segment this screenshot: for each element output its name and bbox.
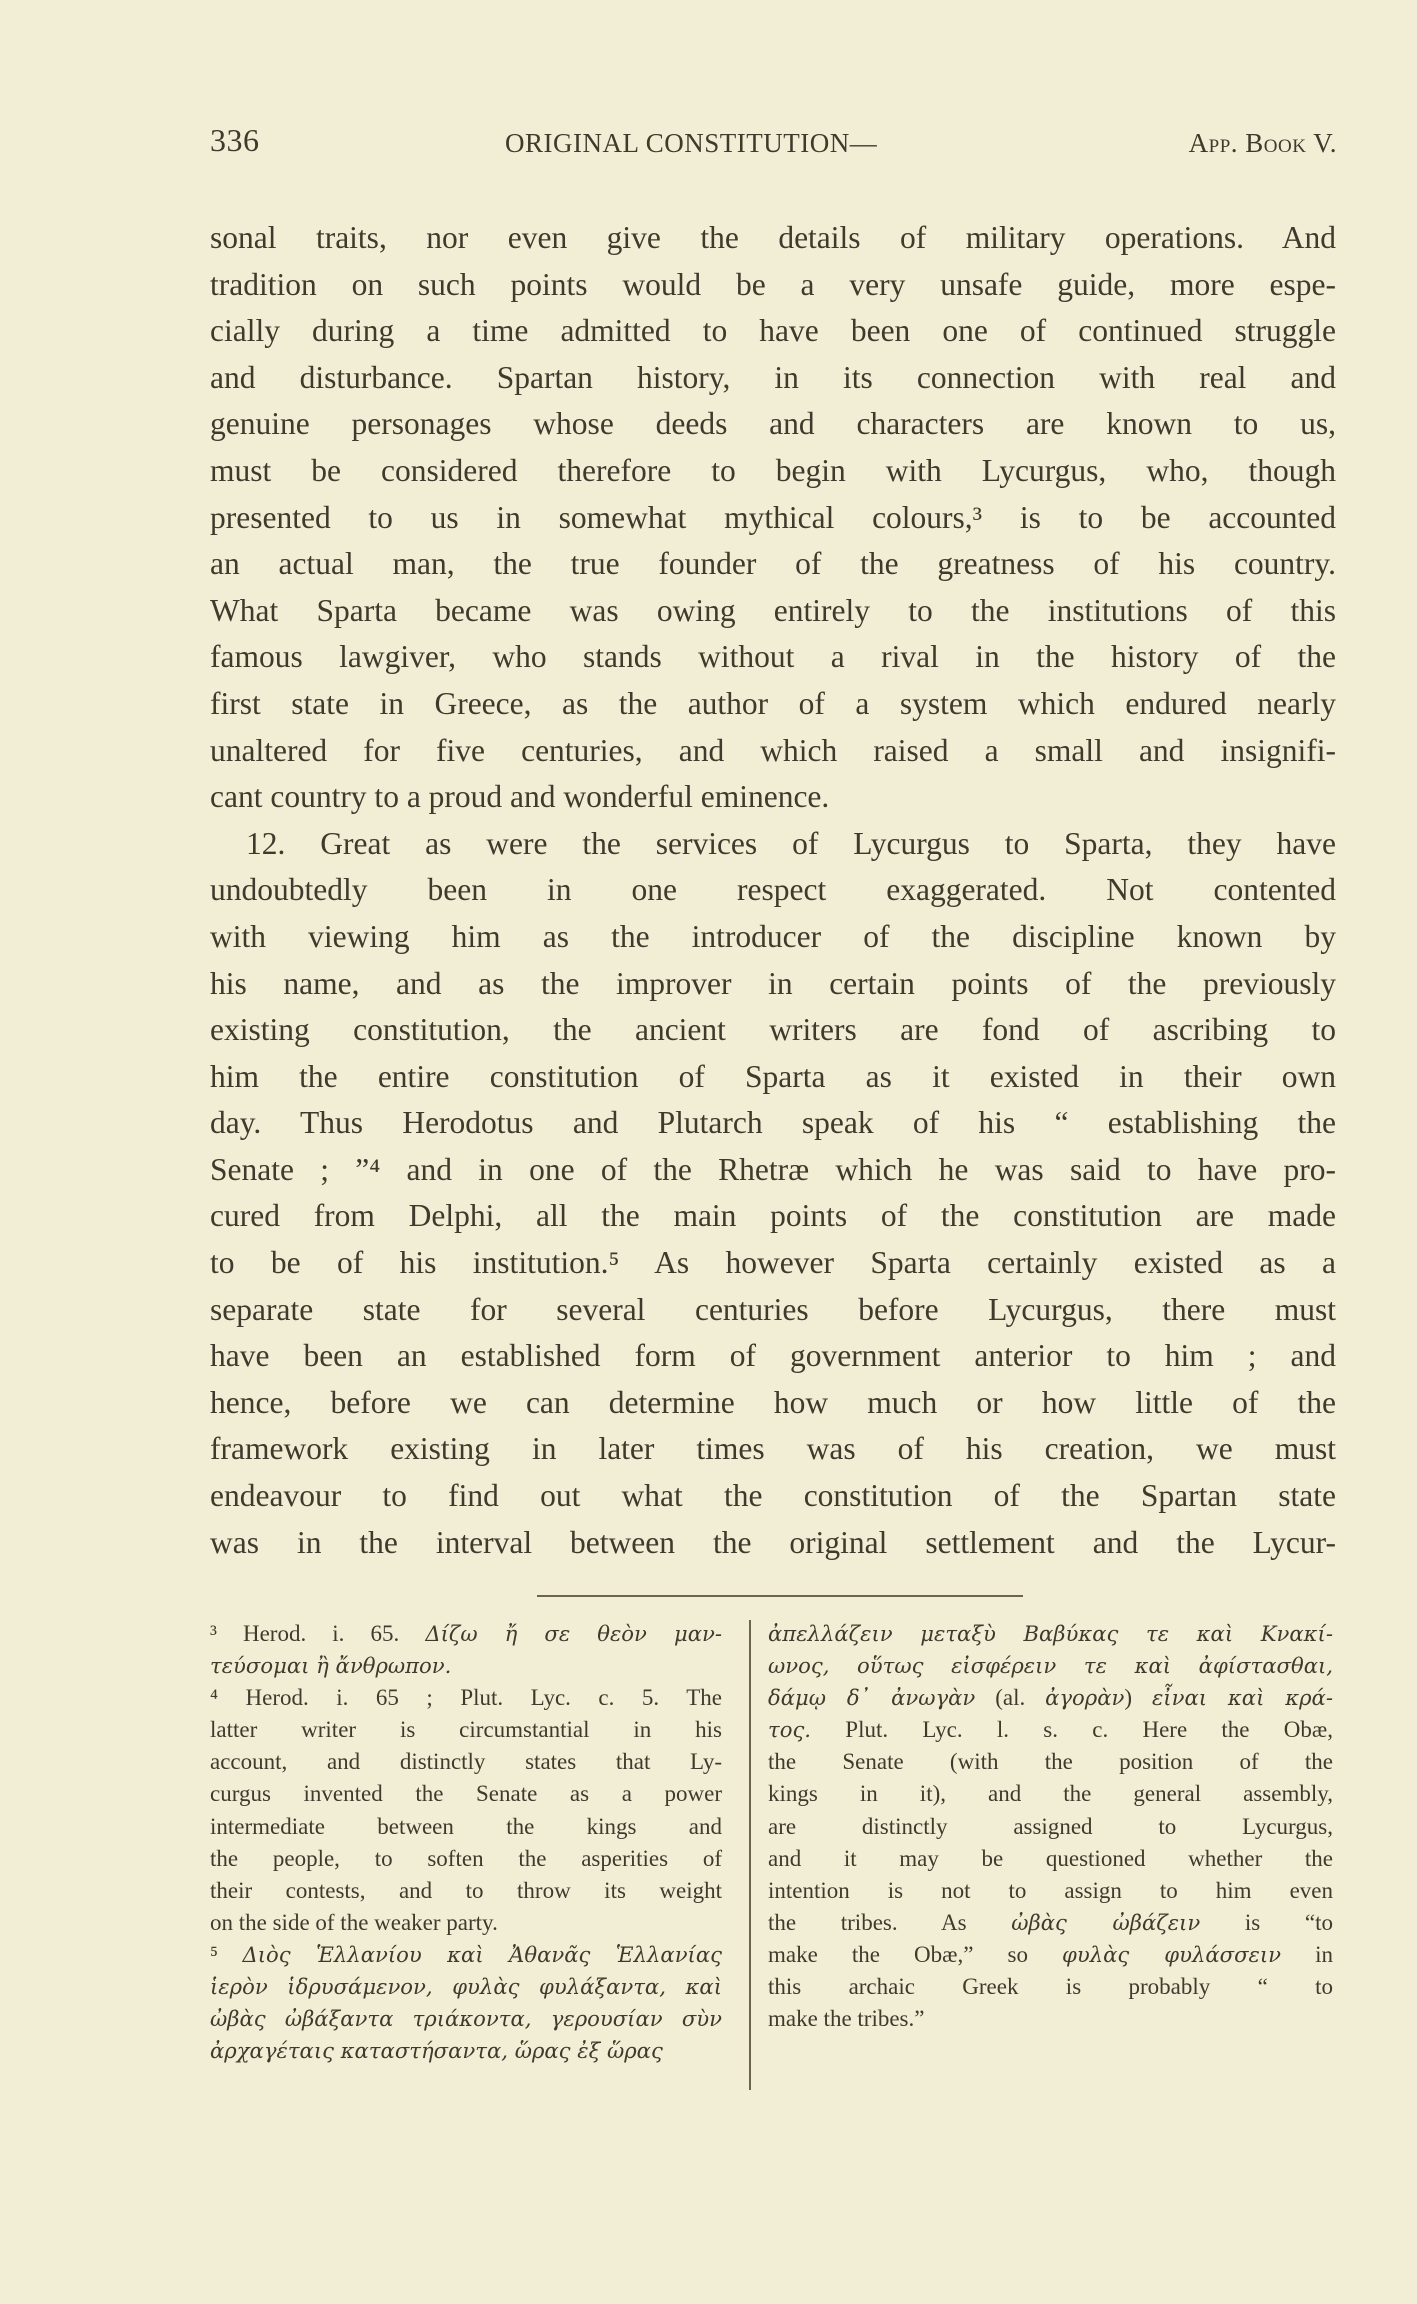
footnote-line [768,1682,1333,1714]
footnotes-right-column [768,1618,1333,2035]
footnote-line: the Senate (with the position of the [768,1749,1333,1775]
text-line: cant country to a proud and wonderful eminence. [210,779,830,815]
footnote-line: intention is not to assign to him even [768,1877,1333,1903]
greek-quotation: τεύσομαι ἢ ἄνθρωπον. [210,1653,452,1679]
text-line: unaltered for five centuries, and which raised a small and insignifi- [210,732,1336,768]
footnote-line: this archaic Greek is probably “ to [768,1974,1333,2000]
page-number: 336 [210,122,260,158]
text-line: cially during a time admitted to have been one of continued struggle [210,313,1336,349]
text-line: with viewing him as the introducer of the discipline known by [210,918,1336,954]
footnote-divider [537,1595,1023,1597]
text-line: genuine personages whose deeds and characters are known to us, [210,406,1336,442]
text-line: What Sparta became was owing entirely to the institutions of this [210,592,1336,628]
text-line: an actual man, the true founder of the greatness of his country. [210,546,1336,582]
text-line: hence, before we can determine how much or how little of the [210,1384,1336,1420]
footnote-line: ⁴ Herod. i. 65 ; Plut. Lyc. c. 5. The [210,1685,722,1711]
footnote-line: on the side of the weaker party. [210,1909,498,1935]
greek-quotation: ἀγορὰν [1045,1685,1125,1711]
footnote-line: and it may be questioned whether the [768,1845,1333,1871]
footnote-line [768,1907,1333,1939]
text-line: first state in Greece, as the author of a system which endured nearly [210,685,1336,721]
footnote-line: the people, to soften the asperities of [210,1845,722,1871]
running-title: ORIGINAL CONSTITUTION— [505,128,878,158]
text-line: framework existing in later times was of his creation, we must [210,1431,1336,1467]
greek-quotation: φυλὰς φυλάσσειν [1062,1941,1282,1967]
text-line: have been an established form of government anterior to him ; and [210,1338,1336,1374]
footnote-line: make the tribes.” [768,2006,925,2032]
text-line: tradition on such points would be a very unsafe guide, more espe- [210,266,1336,302]
text-line: existing constitution, the ancient writers are fond of ascribing to [210,1012,1336,1048]
greek-quotation: ωνος, οὕτως εἰσφέρειν τε καὶ ἀφίστασθαι, [768,1653,1333,1679]
book-reference: App. Book V. [1188,128,1337,158]
footnote-line [768,1618,1333,1650]
body-text [210,215,1336,1566]
text-line: Senate ; ”⁴ and in one of the Rhetræ which he was said to have pro- [210,1151,1336,1187]
footnote-line [210,1650,722,1682]
text-line: 12. Great as were the services of Lycurgus to Sparta, they have [246,825,1336,861]
footnote-line [210,1971,722,2003]
footnote-line: curgus invented the Senate as a power [210,1781,722,1807]
column-divider [749,1620,751,2090]
text-line: day. Thus Herodotus and Plutarch speak of his “ establishing the [210,1105,1336,1141]
footnotes-left-column [210,1618,722,2067]
footnote-line [768,1939,1333,1971]
text-line: and disturbance. Spartan history, in its connection with real and [210,359,1336,395]
text-line: undoubtedly been in one respect exaggerated. Not contented [210,872,1336,908]
text-line: separate state for several centuries before Lycurgus, there must [210,1291,1336,1327]
greek-quotation: ἱερὸν ἱδρυσάμενον, φυλὰς φυλάξαντα, καὶ [210,1974,722,2000]
greek-quotation: ἀρχαγέταις καταστήσαντα, ὥρας ἐξ ὥρας [210,2038,663,2064]
greek-quotation: ὠβὰς ὠβάξαντα τριάκοντα, γερουσίαν σὺν [210,2006,722,2032]
footnote-line [768,1714,1333,1746]
greek-quotation: ἀπελλάζειν μεταξὺ Βαβύκας τε καὶ Κνακί- [768,1621,1333,1646]
footnote-line: latter writer is circumstantial in his [210,1717,722,1743]
text-line: famous lawgiver, who stands without a rival in the history of the [210,639,1336,675]
footnote-text: (al. [975,1685,1046,1711]
text-line: to be of his institution.⁵ As however Sparta certainly existed as a [210,1245,1336,1281]
footnote-text: ⁵ [210,1941,243,1967]
footnote-line [768,1650,1333,1682]
footnote-line [210,1939,722,1971]
footnote-text: make the Obæ,” so [768,1941,1063,1967]
greek-quotation: εἶναι καὶ κρά- [1151,1685,1333,1711]
footnote-line [210,2003,722,2035]
text-line: cured from Delphi, all the main points of the constitution are made [210,1198,1336,1234]
text-line: was in the interval between the original settlement and the Lycur- [210,1524,1336,1560]
footnote-line [210,1618,722,1650]
footnote-line: their contests, and to throw its weight [210,1877,722,1903]
footnote-line: are distinctly assigned to Lycurgus, [768,1813,1333,1839]
greek-quotation: Διὸς Ἑλλανίου καὶ Ἀθανᾶς Ἑλλανίας [242,1941,722,1967]
text-line: endeavour to find out what the constitution of the Spartan state [210,1478,1336,1514]
footnote-line: intermediate between the kings and [210,1813,722,1839]
greek-quotation: ὠβὰς ὠβάζειν [1011,1909,1201,1935]
footnote-text: the tribes. As [768,1909,1012,1935]
greek-quotation: τος. [768,1717,812,1743]
footnote-text: in [1281,1941,1333,1967]
footnote-line: account, and distinctly states that Ly- [210,1749,722,1775]
text-line: presented to us in somewhat mythical colours,³ is to be accounted [210,499,1336,535]
footnote-text: is “to [1200,1909,1333,1935]
footnote-text: ³ Herod. i. 65. [210,1621,426,1646]
text-line: must be considered therefore to begin with Lycurgus, who, though [210,452,1336,488]
greek-quotation: Δίζω ἤ σε θεὸν μαν- [425,1621,722,1646]
footnote-text: Plut. Lyc. l. s. c. Here the Obæ, [811,1717,1333,1743]
footnote-text: ) [1124,1685,1152,1711]
text-line: his name, and as the improver in certain points of the previously [210,965,1336,1001]
text-line: him the entire constitution of Sparta as it existed in their own [210,1058,1336,1094]
footnote-line [210,2035,722,2067]
footnote-line: kings in it), and the general assembly, [768,1781,1333,1807]
text-line: sonal traits, nor even give the details of military operations. And [210,220,1336,255]
greek-quotation: δάμῳ δ᾽ ἀνωγὰν [768,1685,976,1711]
